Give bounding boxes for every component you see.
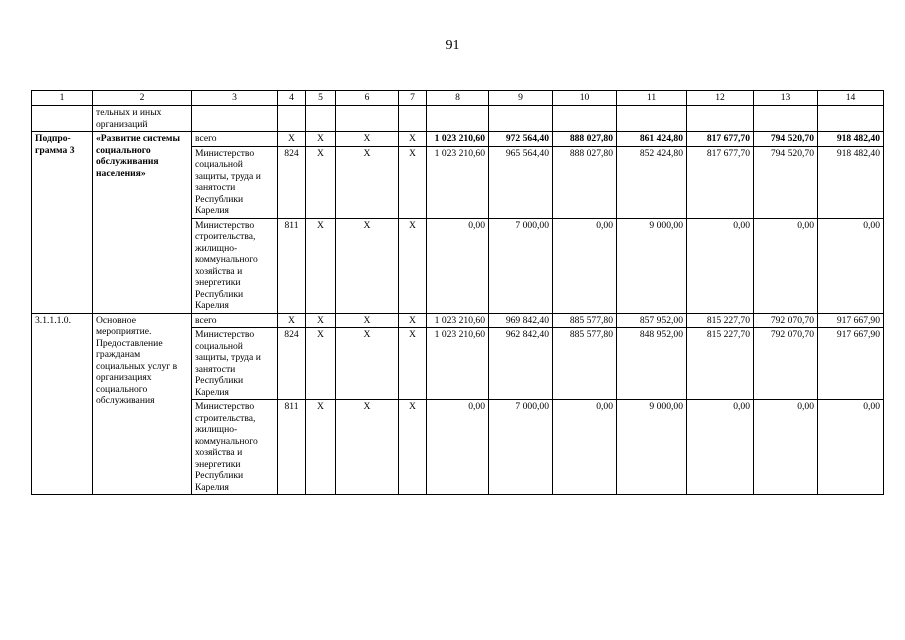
executor: Министерство строительства, жилищно-коммунального хозяйства и энергетики Республики Карелия bbox=[192, 400, 278, 495]
column-number: 14 bbox=[818, 91, 884, 106]
value-cell: 0,00 bbox=[818, 218, 884, 313]
value-cell: 969 842,40 bbox=[489, 313, 553, 328]
value-cell: 848 952,00 bbox=[617, 328, 687, 400]
column-number-row bbox=[32, 91, 884, 106]
grbs-code: 824 bbox=[278, 146, 306, 218]
value-cell: 885 577,80 bbox=[553, 313, 617, 328]
csr-code: Х bbox=[336, 132, 399, 147]
value-cell: 857 952,00 bbox=[617, 313, 687, 328]
value-cell: 918 482,40 bbox=[818, 132, 884, 147]
value-cell: 918 482,40 bbox=[818, 146, 884, 218]
column-number: 8 bbox=[427, 91, 489, 106]
rz-code: Х bbox=[306, 328, 336, 400]
value-cell: 815 227,70 bbox=[687, 313, 754, 328]
value-cell: 817 677,70 bbox=[687, 132, 754, 147]
vr-code: Х bbox=[399, 132, 427, 147]
column-number: 11 bbox=[617, 91, 687, 106]
column-number: 5 bbox=[306, 91, 336, 106]
value-cell: 962 842,40 bbox=[489, 328, 553, 400]
vr-code: Х bbox=[399, 400, 427, 495]
value-cell: 0,00 bbox=[427, 400, 489, 495]
rz-code: Х bbox=[306, 146, 336, 218]
value-cell: 1 023 210,60 bbox=[427, 132, 489, 147]
csr-code: Х bbox=[336, 328, 399, 400]
value-cell: 885 577,80 bbox=[553, 328, 617, 400]
value-cell: 0,00 bbox=[818, 400, 884, 495]
value-cell: 9 000,00 bbox=[617, 218, 687, 313]
value-cell: 972 564,40 bbox=[489, 132, 553, 147]
vr-code: Х bbox=[399, 218, 427, 313]
value-cell: 965 564,40 bbox=[489, 146, 553, 218]
grbs-code: 824 bbox=[278, 328, 306, 400]
continuation-text: тельных и иных организаций bbox=[93, 106, 192, 132]
value-cell: 0,00 bbox=[687, 400, 754, 495]
value-cell: 917 667,90 bbox=[818, 313, 884, 328]
value-cell: 1 023 210,60 bbox=[427, 313, 489, 328]
value-cell: 0,00 bbox=[427, 218, 489, 313]
value-cell: 0,00 bbox=[553, 218, 617, 313]
value-cell: 792 070,70 bbox=[754, 313, 818, 328]
budget-table bbox=[31, 90, 884, 495]
column-number: 13 bbox=[754, 91, 818, 106]
executor: всего bbox=[192, 313, 278, 328]
vr-code: Х bbox=[399, 313, 427, 328]
column-number: 9 bbox=[489, 91, 553, 106]
executor: всего bbox=[192, 132, 278, 147]
value-cell: 917 667,90 bbox=[818, 328, 884, 400]
rz-code: Х bbox=[306, 132, 336, 147]
value-cell: 861 424,80 bbox=[617, 132, 687, 147]
csr-code: Х bbox=[336, 313, 399, 328]
grbs-code: 811 bbox=[278, 400, 306, 495]
value-cell: 888 027,80 bbox=[553, 132, 617, 147]
rz-code: Х bbox=[306, 218, 336, 313]
value-cell: 1 023 210,60 bbox=[427, 328, 489, 400]
csr-code: Х bbox=[336, 400, 399, 495]
value-cell: 7 000,00 bbox=[489, 400, 553, 495]
column-number: 7 bbox=[399, 91, 427, 106]
executor: Министерство строительства, жилищно-коммунального хозяйства и энергетики Республики Карелия bbox=[192, 218, 278, 313]
value-cell: 817 677,70 bbox=[687, 146, 754, 218]
value-cell: 792 070,70 bbox=[754, 328, 818, 400]
vr-code: Х bbox=[399, 146, 427, 218]
column-number: 1 bbox=[32, 91, 93, 106]
executor: Министерство социальной защиты, труда и занятости Республики Карелия bbox=[192, 328, 278, 400]
csr-code: Х bbox=[336, 146, 399, 218]
activity-code: 3.1.1.1.0. bbox=[32, 313, 93, 495]
table-row bbox=[32, 132, 884, 147]
grbs-code: 811 bbox=[278, 218, 306, 313]
value-cell: 794 520,70 bbox=[754, 132, 818, 147]
value-cell: 0,00 bbox=[754, 400, 818, 495]
activity-name: Основное мероприятие. Предоставление гражданам социальных услуг в организациях социального обслуживания bbox=[93, 313, 192, 495]
column-number: 2 bbox=[93, 91, 192, 106]
value-cell: 1 023 210,60 bbox=[427, 146, 489, 218]
column-number: 4 bbox=[278, 91, 306, 106]
value-cell: 0,00 bbox=[687, 218, 754, 313]
subprogram-name: «Развитие системы социального обслуживания населения» bbox=[93, 132, 192, 314]
rz-code: Х bbox=[306, 313, 336, 328]
value-cell: 7 000,00 bbox=[489, 218, 553, 313]
page-number: 91 bbox=[445, 38, 460, 53]
value-cell: 888 027,80 bbox=[553, 146, 617, 218]
executor: Министерство социальной защиты, труда и занятости Республики Карелия bbox=[192, 146, 278, 218]
continuation-row bbox=[32, 106, 884, 132]
table-row bbox=[32, 313, 884, 328]
value-cell: 9 000,00 bbox=[617, 400, 687, 495]
value-cell: 794 520,70 bbox=[754, 146, 818, 218]
column-number: 3 bbox=[192, 91, 278, 106]
csr-code: Х bbox=[336, 218, 399, 313]
grbs-code: Х bbox=[278, 132, 306, 147]
vr-code: Х bbox=[399, 328, 427, 400]
value-cell: 0,00 bbox=[754, 218, 818, 313]
value-cell: 815 227,70 bbox=[687, 328, 754, 400]
column-number: 6 bbox=[336, 91, 399, 106]
grbs-code: Х bbox=[278, 313, 306, 328]
value-cell: 852 424,80 bbox=[617, 146, 687, 218]
value-cell: 0,00 bbox=[553, 400, 617, 495]
rz-code: Х bbox=[306, 400, 336, 495]
column-number: 10 bbox=[553, 91, 617, 106]
subprogram-code: Подпро-грамма 3 bbox=[32, 132, 93, 314]
column-number: 12 bbox=[687, 91, 754, 106]
